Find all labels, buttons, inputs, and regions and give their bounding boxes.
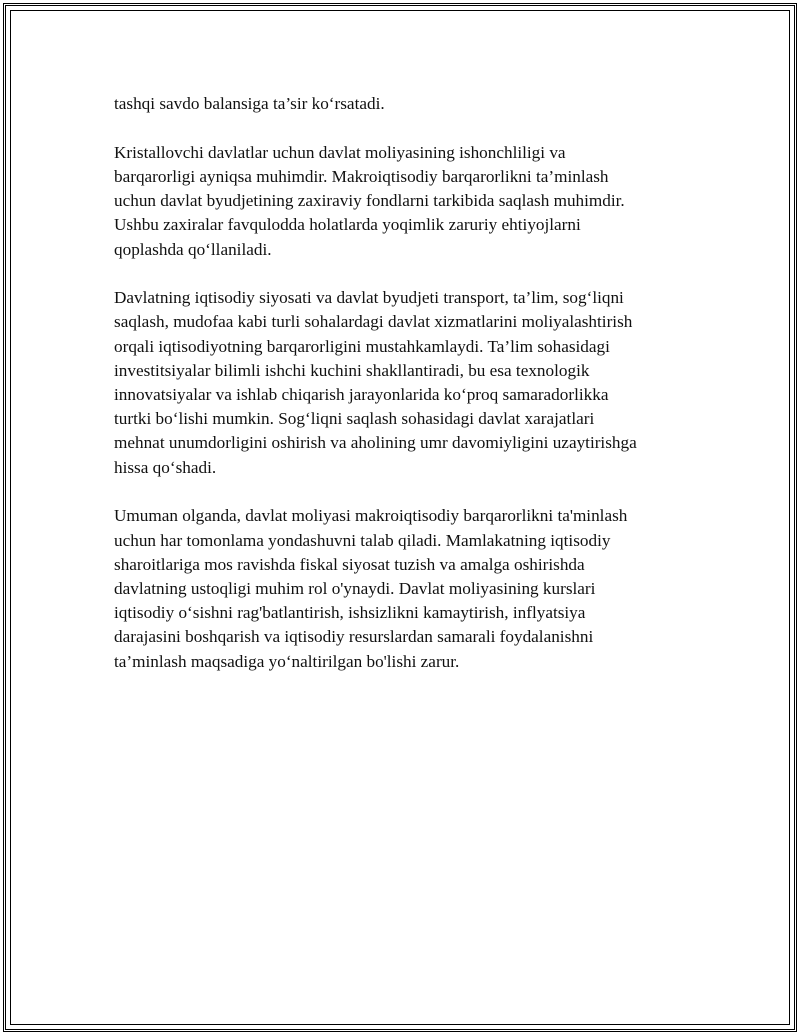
text-line: tashqi savdo balansiga ta’sir ko‘rsatadi. <box>114 94 385 113</box>
text-line: saqlash, mudofaa kabi turli sohalardagi davlat xizmatlarini moliyalashtirish <box>114 312 633 332</box>
text-line: innovatsiyalar va ishlab chiqarish jarayonlarida ko‘proq samaradorlikka <box>114 385 609 405</box>
text-line: sharoitlariga mos ravishda fiskal siyosat tuzish va amalga oshirishda <box>114 554 585 574</box>
text-line: barqarorligi ayniqsa muhimdir. Makroiqtisodiy barqarorlikni ta’minlash <box>114 166 609 186</box>
paragraph-4 <box>114 504 694 673</box>
document-body <box>114 92 694 698</box>
text-line: Davlatning iqtisodiy siyosati va davlat byudjeti transport, ta’lim, sog‘liqni <box>114 288 624 308</box>
text-line: Kristallovchi davlatlar uchun davlat moliyasining ishonchliligi va <box>114 142 566 162</box>
text-line: mehnat unumdorligini oshirish va aholining umr davomiyligini uzaytirishga <box>114 433 637 453</box>
paragraph-3 <box>114 286 694 480</box>
text-line: darajasini boshqarish va iqtisodiy resurslardan samarali foydalanishni <box>114 627 594 647</box>
text-line: uchun davlat byudjetining zaxiraviy fondlarni tarkibida saqlash muhimdir. <box>114 191 625 211</box>
text-line: hissa qo‘shadi. <box>114 457 217 477</box>
text-line: turtki bo‘lishi mumkin. Sog‘liqni saqlash sohasidagi davlat xarajatlari <box>114 409 595 429</box>
text-line: Umuman olganda, davlat moliyasi makroiqtisodiy barqarorlikni ta'minlash <box>114 506 628 526</box>
paragraph-1 <box>114 92 694 116</box>
text-line: ta’minlash maqsadiga yo‘naltirilgan bo'lishi zarur. <box>114 651 460 671</box>
text-line: uchun har tomonlama yondashuvni talab qiladi. Mamlakatning iqtisodiy <box>114 530 611 550</box>
text-line: Ushbu zaxiralar favqulodda holatlarda yoqimlik zaruriy ehtiyojlarni <box>114 215 581 235</box>
text-line: davlatning ustoqligi muhim rol o'ynaydi. Davlat moliyasining kurslari <box>114 578 596 598</box>
text-line: orqali iqtisodiyotning barqarorligini mustahkamlaydi. Ta’lim sohasidagi <box>114 336 610 356</box>
text-line: investitsiyalar bilimli ishchi kuchini shakllantiradi, bu esa texnologik <box>114 360 590 380</box>
paragraph-2 <box>114 141 694 262</box>
text-line: qoplashda qo‘llaniladi. <box>114 239 272 259</box>
text-line: iqtisodiy o‘sishni rag'batlantirish, ishsizlikni kamaytirish, inflyatsiya <box>114 603 586 623</box>
